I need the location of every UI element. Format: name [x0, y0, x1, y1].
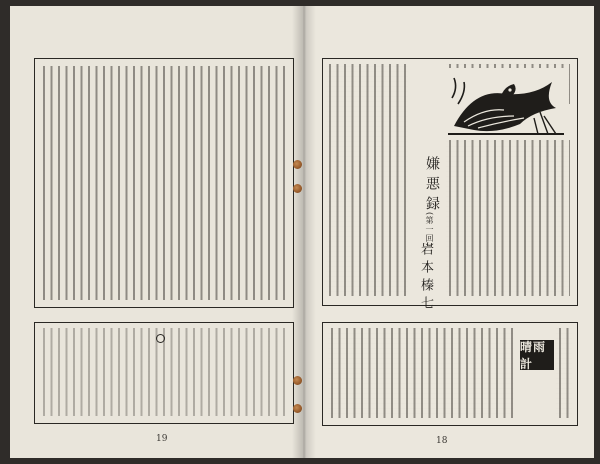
right-text-c: [446, 140, 570, 296]
article-subtitle: (第一回): [425, 212, 434, 248]
right-lower-text-edge: [556, 328, 572, 418]
left-page: [10, 6, 305, 458]
left-main-text: [40, 66, 286, 300]
column-title-badge: 晴雨計: [520, 340, 554, 370]
right-page: [304, 6, 594, 458]
right-text-a: [326, 64, 408, 296]
page-number-right: 18: [436, 436, 448, 446]
right-lower-text: [328, 328, 514, 418]
binding-hole: [293, 184, 302, 193]
article-title: 嫌悪録: [424, 156, 440, 216]
book-gutter: [292, 6, 316, 458]
binding-hole: [293, 160, 302, 169]
page-number-left: 19: [156, 434, 168, 444]
binding-hole: [293, 376, 302, 385]
section-marker: [156, 334, 165, 343]
bird-woodcut-illustration: [444, 68, 568, 140]
article-author: 岩本榛七: [418, 242, 433, 314]
binding-hole: [293, 404, 302, 413]
